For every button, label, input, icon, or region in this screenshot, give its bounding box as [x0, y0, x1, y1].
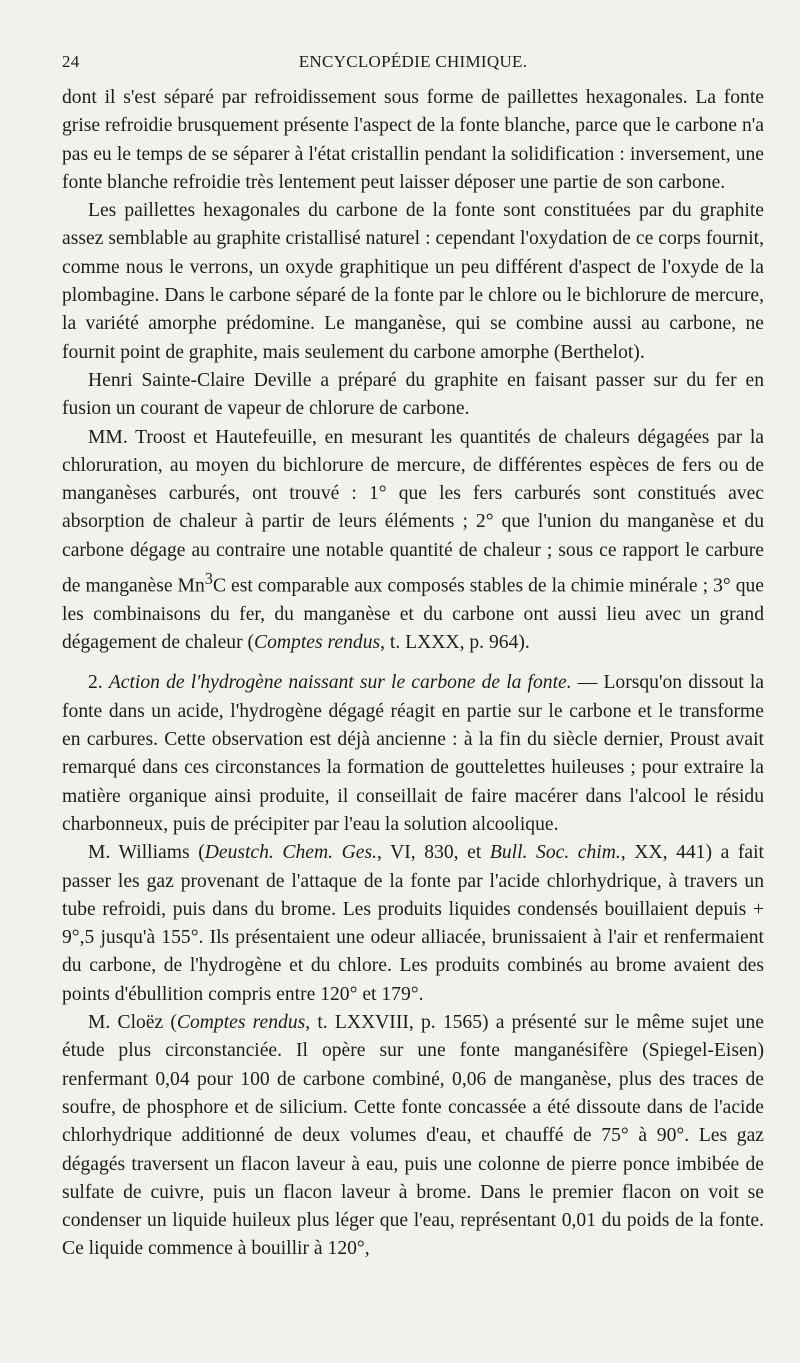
paragraph-text: , t. LXXVIII, p. 1565) a présenté sur le même sujet une étude plus circonstanciée. Il opère sur une fonte manganésifère (Spiegel-Eisen) renfermant 0,04 pour 100 de carbone combiné, 0,06 de manganèse, plus des traces de soufre, de phosphore et de silicium. Cette fonte concassée a été dissoute dans de l'acide chlorhydrique additionné de deux volumes d'eau, et chauffé de 75° à 90°. Les gaz dégagés traversent un flacon laveur à eau, puis une colonne de pierre ponce imbibée de sulfate de cuivre, puis un flacon laveur à brome. Dans le premier flacon on voit se condenser un liquide huileux plus léger que l'eau, représentant 0,01 du poids de la fonte. Ce liquide commence à bouillir à 120°, [62, 1012, 764, 1260]
citation-title: Comptes rendus [254, 632, 381, 654]
section-2-paragraph [62, 669, 764, 839]
paragraph-williams [62, 839, 764, 1009]
running-title: ENCYCLOPÉDIE CHIMIQUE. [298, 52, 528, 71]
paragraph-text: , VI, 830, et [376, 842, 490, 864]
paragraph-cloez [62, 1009, 764, 1264]
paragraph-deville: Henri Sainte-Claire Deville a préparé du graphite en faisant passer sur du fer en fusion un courant de vapeur de chlorure de carbone. [62, 369, 764, 420]
page-header [62, 52, 764, 78]
body-text [62, 84, 764, 1264]
paragraph-continuation: dont il s'est séparé par refroidissement sous forme de paillettes hexagonales. La fonte grise refroidie brusquement présente l'aspect de la fonte blanche, parce que le carbone n'a pas eu le temps de se séparer à l'état cristallin pendant la solidification : inversement, une fonte blanche refroidie très lentement peut laisser déposer une partie de son carbone. [62, 87, 764, 193]
citation-title: Comptes rendus [176, 1012, 306, 1034]
paragraph-text: , t. LXXX, p. 964). [380, 632, 530, 654]
page-number: 24 [62, 52, 80, 71]
superscript: 3 [204, 569, 213, 589]
paragraph-troost [62, 424, 764, 658]
paragraph-text: , XX, 441) a fait passer les gaz provenant de l'attaque de la fonte par l'acide chlorhydrique, à travers un tube refroidi, puis dans du brome. Les produits liquides condensés bouillaient depuis + 9°,5 jusqu'à 155°. Ils présentaient une odeur alliacée, brunissaient à l'air et renfermaient du carbone, de l'hydrogène et du chlore. Les produits combinés au brome avaient des points d'ébullition compris entre 120° et 179°. [62, 842, 764, 1005]
paragraph-text: MM. Troost et Hautefeuille, en mesurant les quantités de chaleurs dégagées par la chloruration, au moyen du bichlorure de mercure, de différentes espèces de fers ou de manganèses carburés, ont trouvé : 1° que les fers carburés sont constitués avec absorption de chaleur à partir de leurs éléments ; 2° que l'union du manganèse et du carbone dégage au contraire une notable quantité de chaleur ; sous ce rapport le carbure de manganèse Mn [62, 426, 764, 597]
paragraph-text: M. Williams ( [88, 842, 205, 864]
citation-title: Deustch. Chem. Ges. [204, 842, 377, 864]
paragraph-text: — Lorsqu'on dissout la fonte dans un acide, l'hydrogène dégagé réagit en partie sur le carbone et le transforme en carbures. Cette observation est déjà ancienne : à la fin du siècle dernier, Proust avait remarqué dans ces circonstances la formation de gouttelettes huileuses ; pour extraire la matière organique ainsi produite, il conseillait de faire macérer dans l'alcool le résidu charbonneux, puis de précipiter par l'eau la solution alcoolique. [62, 672, 764, 835]
citation-title: Bull. Soc. chim. [489, 842, 621, 864]
paragraph-text: C est comparable aux composés stables de la chimie minérale ; 3° que les combinaisons du fer, du manganèse et du carbone ont aussi lieu avec un grand dégagement de chaleur ( [62, 575, 764, 654]
section-number: 2. [88, 672, 103, 694]
paragraph-text: M. Cloëz ( [88, 1012, 177, 1034]
section-title: Action de l'hydrogène naissant sur le carbone de la fonte. [108, 672, 572, 694]
paragraph-graphite: Les paillettes hexagonales du carbone de la fonte sont constituées par du graphite assez semblable au graphite cristallisé naturel : cependant l'oxydation de ce corps fournit, comme nous le verrons, un oxyde graphitique un peu différent d'aspect de l'oxyde de la plombagine. Dans le carbone séparé de la fonte par le chlore ou le bichlorure de mercure, la variété amorphe prédomine. Le manganèse, qui se combine aussi au carbone, ne fournit point de graphite, mais seulement du carbone amorphe (Berthelot). [62, 200, 764, 363]
